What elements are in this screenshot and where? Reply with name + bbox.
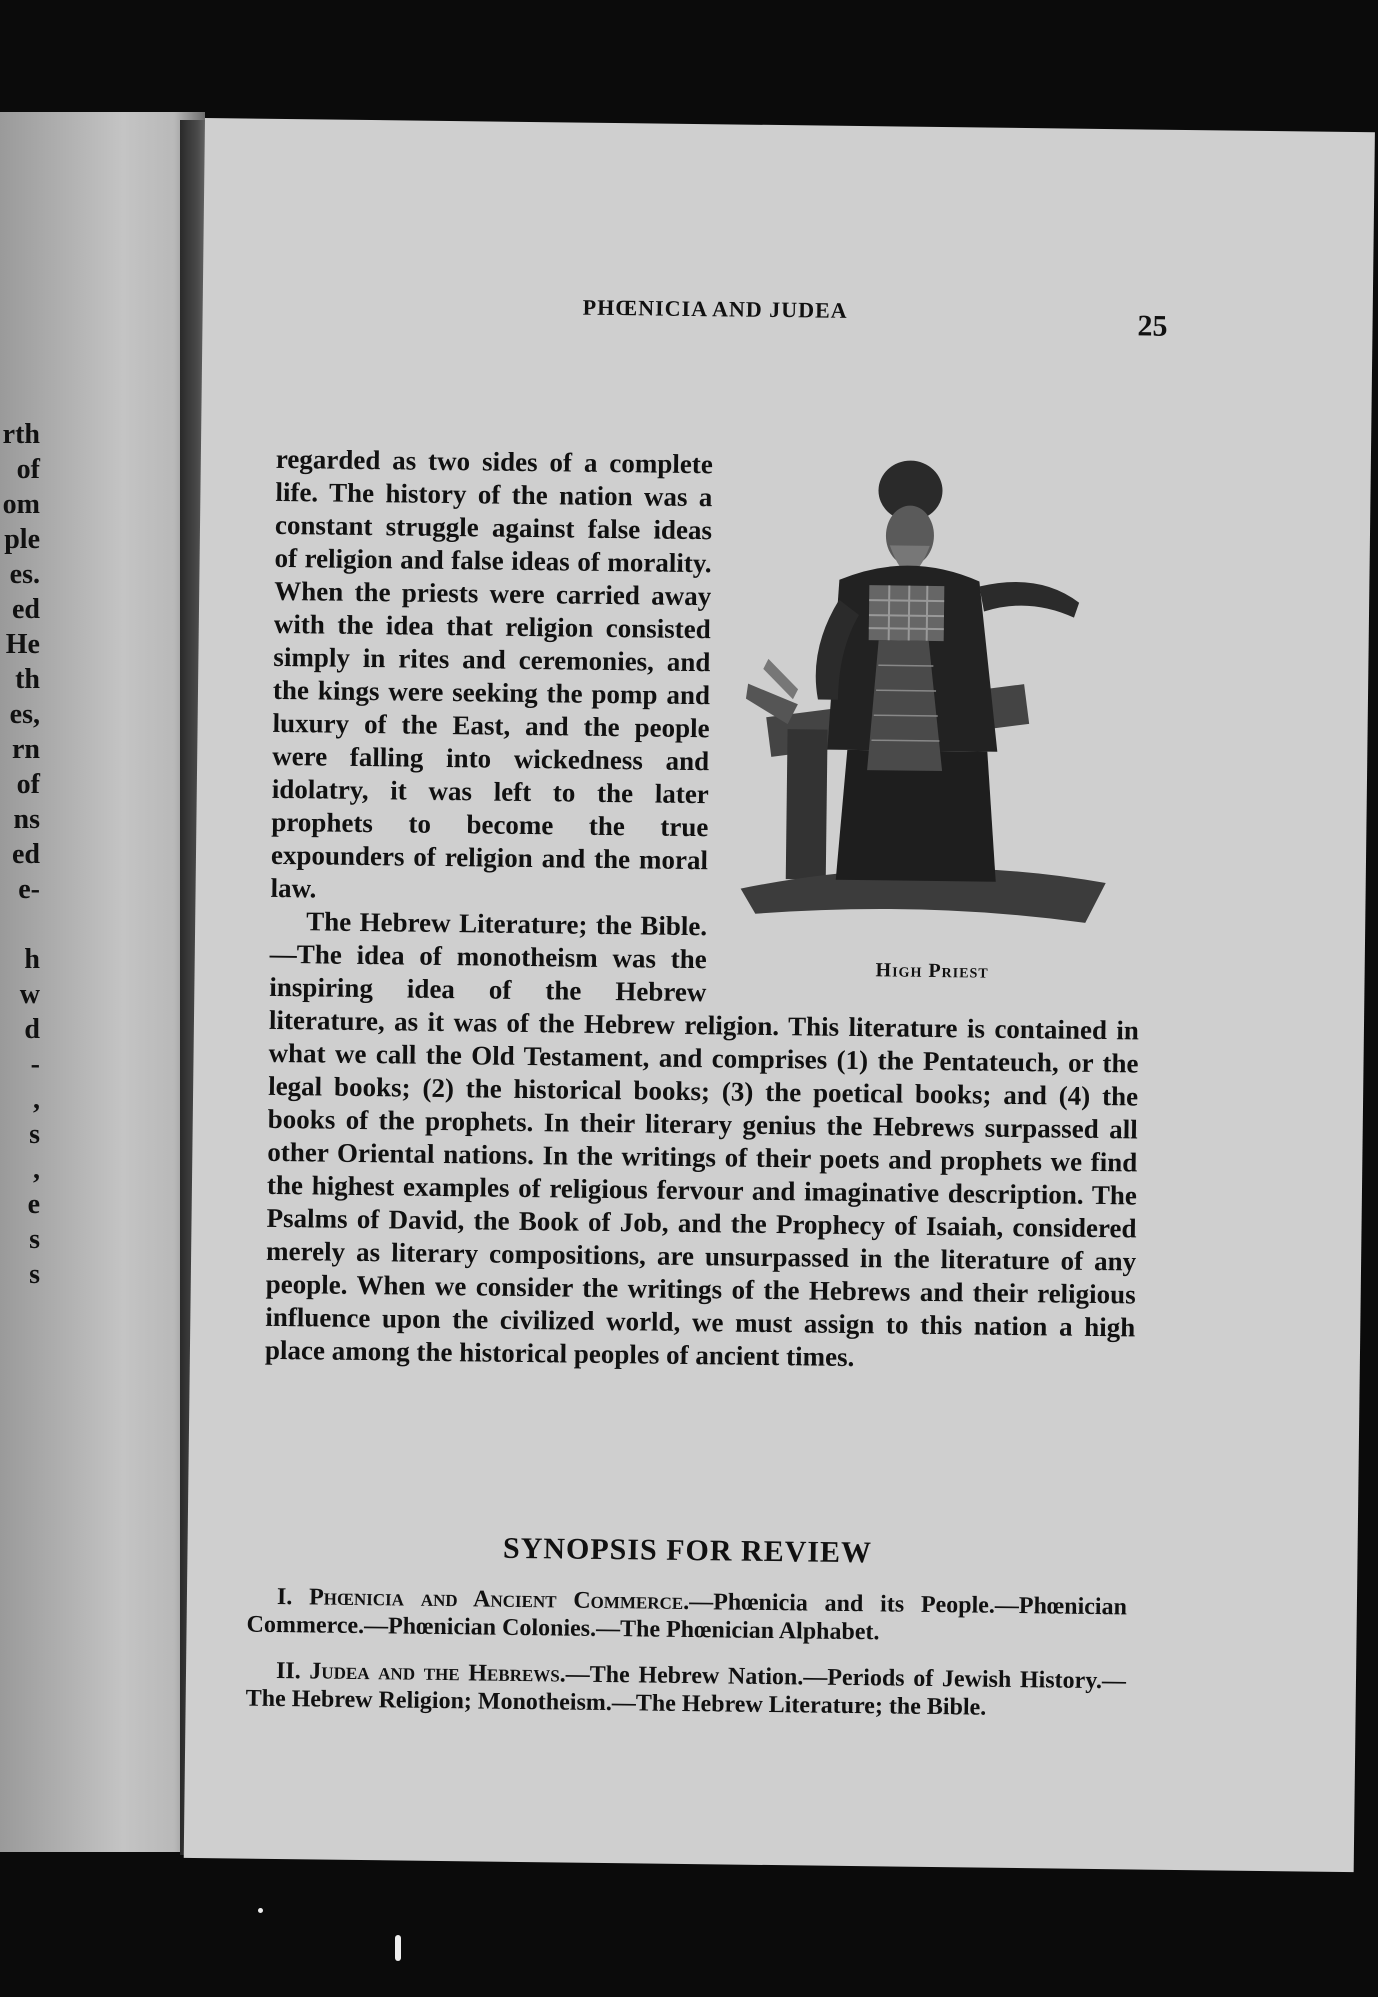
synopsis-item-1 [246,1583,1127,1650]
book-page [184,118,1375,1872]
paragraph-1-text: regarded as two sides of a complete life. The history of the nation was a constant struggle against false ideas of religion and false ideas of morality. When the priests were carried away with the idea that religion consisted simply in rites and ceremonies, and the kings were seeking the pomp and luxury of the East, and the people were falling into wickedness and idolatry, it was left to the later prophets to become the true expounders of religion and the moral law. [270,443,713,904]
film-scratch [395,1935,401,1961]
left-page-fragment: - [30,1049,40,1080]
synopsis-item-2 [246,1657,1127,1724]
left-page-fragment: ns [13,804,40,835]
left-page-fragment: w [19,979,40,1010]
left-page-fragment: rth [2,419,40,450]
film-speck [258,1908,263,1913]
synopsis [245,1529,1127,1742]
synopsis-item-2-text: —The Hebrew Nation.—Periods of Jewish History.—The Hebrew Religion; Monotheism.—The Hebrew Literature; the Bible. [245,1661,1127,1721]
left-page-fragment [0,1292,40,1327]
figure-caption: High Priest [875,959,989,983]
left-page-fragment: th [15,664,40,695]
synopsis-item-1-text: —Phœnicia and its People.—Phœnician Commerce.—Phœnician Colonies.—The Phœnician Alphabet. [246,1589,1128,1646]
left-page-fragment: s [29,1119,40,1150]
left-page-fragment: He [5,629,40,660]
left-page-fragment: e [27,1189,40,1220]
body-text [265,331,1148,1378]
left-page-fragment: , [33,1154,40,1185]
left-page-fragments [0,417,40,1362]
left-page-fragment: om [2,489,40,520]
section-title: The Hebrew Literature; the Bible. [306,906,708,942]
left-page-fragment [0,907,40,942]
synopsis-item-1-heading: I. Phœnicia and Ancient Commerce. [276,1583,690,1616]
left-page-fragment: h [24,944,40,975]
page-number: 25 [1137,309,1168,343]
left-page-fragment: es. [9,559,40,590]
left-page-fragment: , [33,1084,40,1115]
running-head: PHŒNICIA AND JUDEA [582,294,848,323]
left-page-fragment: es, [9,699,40,730]
synopsis-title: SYNOPSIS FOR REVIEW [502,1531,873,1570]
left-page-fragment: rn [12,734,40,765]
left-page-fragment: ed [12,594,40,625]
high-priest-figure [724,448,1146,988]
paragraph-2-text: —The idea of monotheism was the inspiring idea of the Hebrew literature, as it was of the Hebrew religion. This literature is contained in what we call the Old Testament, and comprises (1) the Pentateuch, or the legal books; (2) the historical books; (3) the poetical books; and (4) the books of the prophets. In their literary genius the Hebrews surpassed all other Oriental nations. In the writings of their poets and prophets we find the highest examples of religious fervour and imaginative description. The Psalms of David, the Book of Job, and the Prophecy of Isaiah, considered merely as literary compositions, are unsurpassed in the literature of any people. When we consider the writings of the Hebrews and their religious influence upon the civilized world, we must assign to this nation a high place among the historical peoples of ancient times. [264,938,1140,1373]
high-priest-illustration [725,448,1146,953]
left-page-fragment: ed [12,839,40,870]
left-page-fragment [0,1327,40,1362]
left-page-fragment: d [24,1014,40,1045]
left-page [0,112,205,1852]
left-page-fragment: s [29,1224,40,1255]
left-page-fragment: ple [4,524,40,555]
left-page-fragment: e- [18,874,40,905]
left-page-fragment: of [16,454,40,485]
left-page-fragment: s [29,1259,40,1290]
synopsis-item-2-heading: II. Judea and the Hebrews. [275,1657,566,1688]
left-page-fragment: of [16,769,40,800]
